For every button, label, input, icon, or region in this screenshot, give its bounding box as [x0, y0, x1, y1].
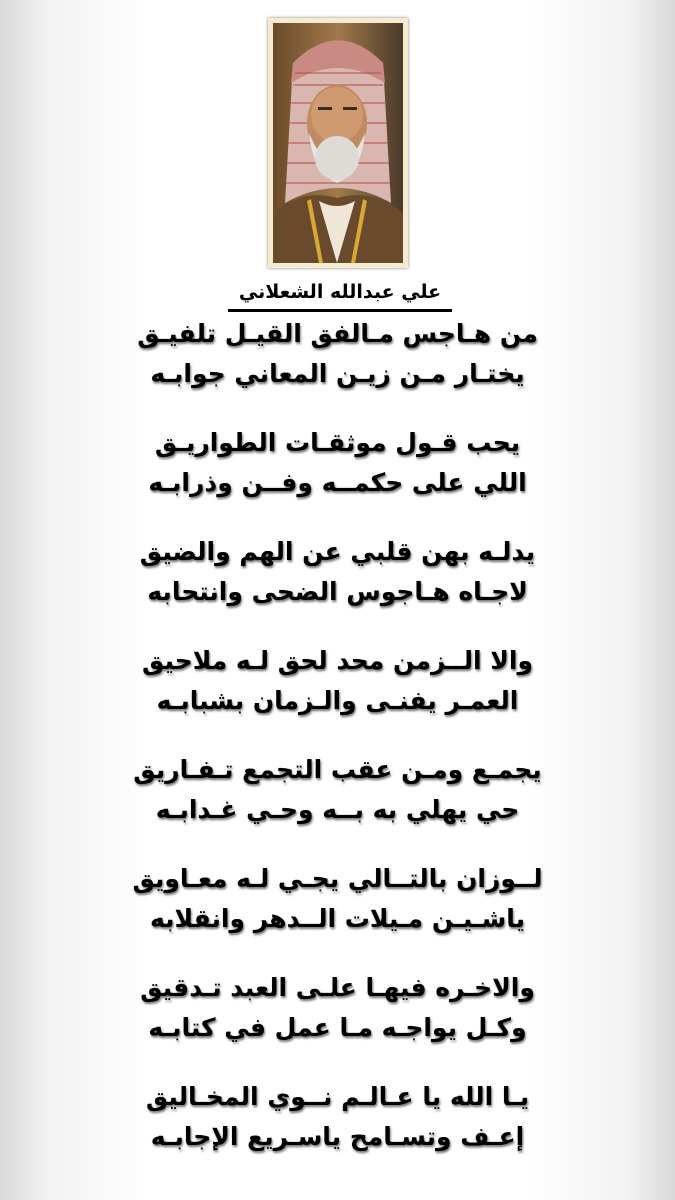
verse-line: يدلـه بهن قلبي عن الهم والضيق — [139, 537, 536, 566]
verse-line: لــوزان بالتــالي يجـي لـه معـاويق — [132, 864, 543, 893]
verse-line: يحب قـول موثقـات الطواريـق — [154, 428, 521, 457]
verse-line: إعـف وتسـامح ياسـريع الإجابـه — [150, 1122, 525, 1151]
stanza — [40, 423, 635, 532]
verse-line: وكـل يواجـه مـا عمل في كتابـه — [148, 1013, 527, 1042]
verse-line: حي يهلي به بــه وحـي غـدابـه — [155, 795, 520, 824]
verse-line: لاجـاه هـاجوس الضحى وانتحابه — [147, 577, 528, 606]
poet-name: علي عبدالله الشعلاني — [238, 281, 442, 303]
poet-portrait-frame — [268, 18, 408, 268]
stanza — [40, 532, 635, 641]
stanza — [40, 859, 635, 968]
stanza — [40, 314, 635, 423]
poem-body — [40, 314, 635, 1186]
verse-line: والاخـره فيهـا علـى العبد تـدقيق — [140, 973, 535, 1002]
verse-line: من هـاجس مـالفق القيـل تلفيـق — [137, 319, 538, 348]
verse-line: ياشـيـن مـيلات الــدهر وانقلابه — [150, 904, 525, 933]
verse-line: اللي على حكمــه وفــن وذرابـه — [148, 468, 527, 497]
stanza — [40, 641, 635, 750]
stanza — [40, 968, 635, 1077]
verse-line: والا الــزمن محد لحق لـه ملاحيق — [141, 646, 533, 675]
verse-line: يـا الله يا عـالـم نــوي المخـاليق — [145, 1082, 530, 1111]
stanza — [40, 1077, 635, 1186]
verse-line: يختـار مـن زيـن المعاني جوابـه — [150, 359, 525, 388]
stanza — [40, 750, 635, 859]
verse-line: يجمـع ومـن عقب التجمع تـفـاريق — [133, 755, 542, 784]
verse-line: العمـر يفنـى والـزمان بشبابـه — [156, 686, 519, 715]
poet-name-plate — [228, 274, 452, 312]
poet-portrait-photo — [273, 23, 403, 263]
